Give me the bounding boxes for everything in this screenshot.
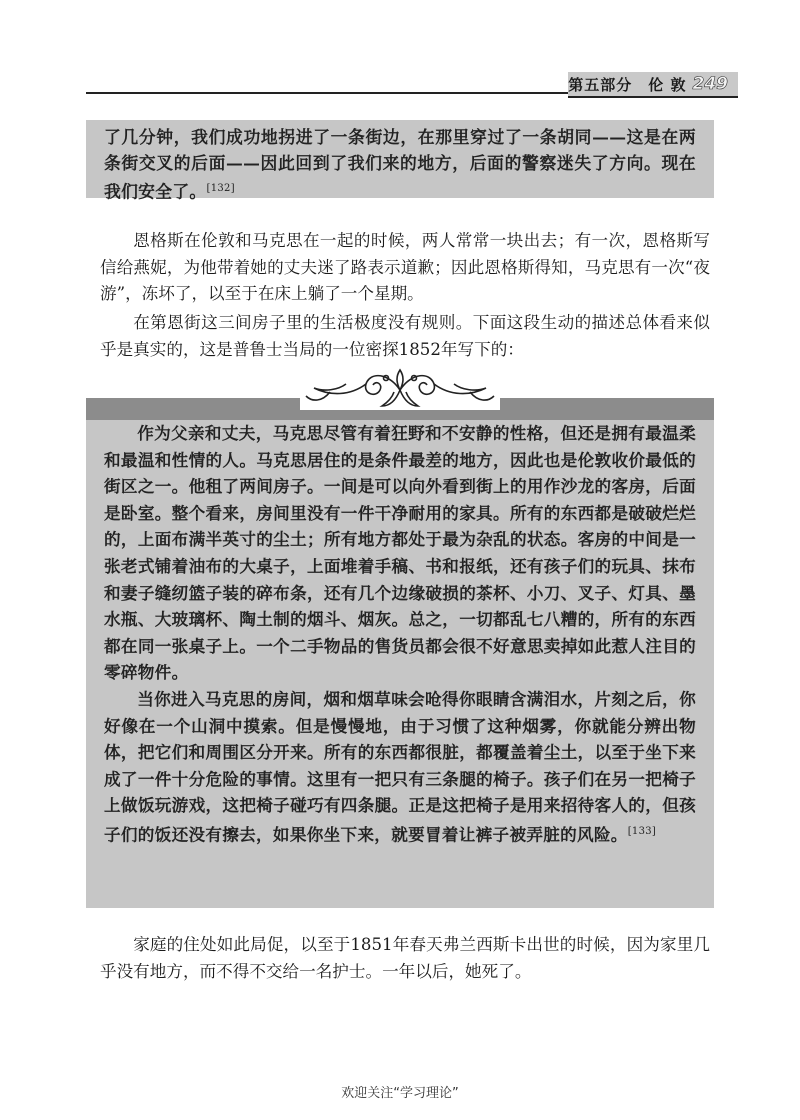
page-number: 249 <box>692 74 728 94</box>
footnote-ref-132: [132] <box>206 183 235 195</box>
section-title: 第五部分 伦 敦 <box>568 75 687 94</box>
decorative-flourish-ornament <box>300 362 500 410</box>
quote-block-1 <box>86 120 714 202</box>
paragraph-2: 在第恩街这三间房子里的生活极度没有规则。下面这段生动的描述总体看来似乎是真实的，这是普鲁士当局的一位密探1852年写下的： <box>100 313 710 359</box>
quote-2-para-2: 当你进入马克思的房间，烟和烟草味会呛得你眼睛含满泪水，片刻之后，你好像在一个山洞中摸索。但是慢慢地，由于习惯了这种烟雾，你就能分辨出物体，把它们和周围区分开来。所有的东西都很脏，都覆盖着尘土，以至于坐下来成了一件十分危险的事情。这里有一把只有三条腿的椅子。孩子们在另一把椅子上做饭玩游戏，这把椅子碰巧有四条腿。正是这把椅子是用来招待客人的，但孩子们的饭还没有擦去，如果你坐下来，就要冒着让裤子被弄脏的风险。[133] <box>104 688 696 845</box>
footnote-ref-133: [133] <box>627 825 657 837</box>
paragraph-1: 恩格斯在伦敦和马克思在一起的时候，两人常常一块出去；有一次，恩格斯写信给燕妮，为他带着她的丈夫迷了路表示道歉；因此恩格斯得知，马克思有一次“夜游”，冻坏了，以至于在床上躺了一个星期。 <box>100 231 710 303</box>
header-rule <box>86 92 606 94</box>
quote-1-text: 了几分钟，我们成功地拐进了一条街边，在那里穿过了一条胡同——这是在两条街交叉的后面——因此回到了我们来的地方，后面的警察迷失了方向。现在我们安全了。[132] <box>104 127 696 202</box>
running-header <box>568 72 738 98</box>
quote-2-para-1: 作为父亲和丈夫，马克思尽管有着狂野和不安静的性格，但还是拥有最温柔和最温和性情的人。马克思居住的是条件最差的地方，因此也是伦敦收价最低的街区之一。他租了两间房子。一间是可以向外看到街上的用作沙龙的客房，后面是卧室。整个看来，房间里没有一件干净耐用的家具。所有的东西都是破破烂烂的，上面布满半英寸的尘土；所有地方都处于最为杂乱的状态。客房的中间是一张老式铺着油布的大桌子，上面堆着手稿、书和报纸，还有孩子们的玩具、抹布和妻子缝纫篮子装的碎布条，还有几个边缘破损的茶杯、小刀、叉子、灯具、墨水瓶、大玻璃杯、陶土制的烟斗、烟灰。总之，一切都乱七八糟的，所有的东西都在同一张桌子上。一个二手物品的售货员都会很不好意思卖掉如此惹人注目的零碎物件。 <box>104 423 696 683</box>
quote-block-2 <box>86 402 714 908</box>
footer-watermark-text: 欢迎关注“学习理论” <box>341 1086 459 1101</box>
paragraph-3: 家庭的住处如此局促，以至于1851年春天弗兰西斯卡出世的时候，因为家里几乎没有地方，而不得不交给一名护士。一年以后，她死了。 <box>100 935 710 981</box>
